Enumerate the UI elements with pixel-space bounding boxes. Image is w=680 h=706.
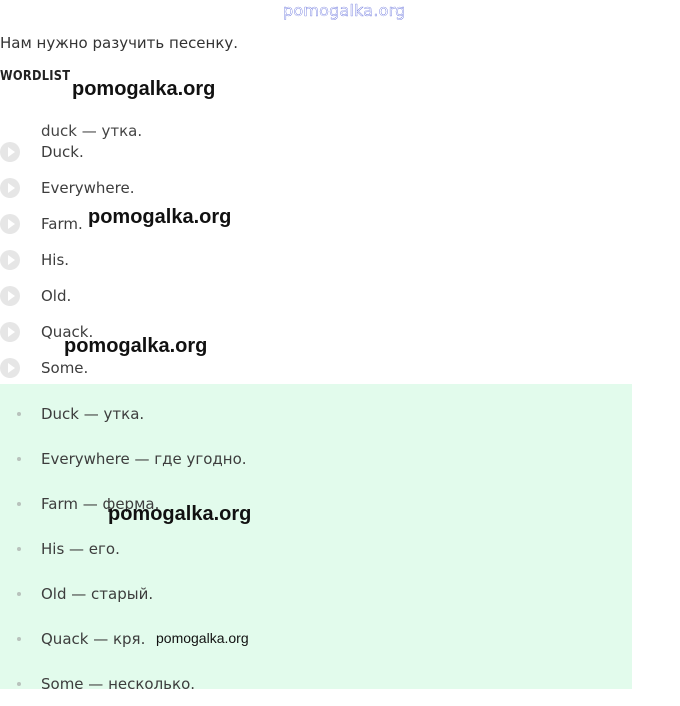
clipped-word-line: duck — утка.	[41, 122, 143, 140]
audio-word-label: Quack.	[41, 323, 94, 341]
watermark-overlay: pomogalka.org	[64, 335, 208, 357]
play-icon[interactable]	[0, 250, 20, 270]
bullet-dot-icon	[17, 502, 21, 506]
bullet-dot-icon	[17, 547, 21, 551]
translation-text: Quack — кря.	[41, 629, 146, 648]
audio-word-label: Old.	[41, 287, 72, 305]
translation-item	[0, 391, 247, 436]
audio-word-label: Duck.	[41, 143, 84, 161]
audio-word-item	[0, 242, 134, 278]
bullet-dot-icon	[17, 637, 21, 641]
translation-panel	[0, 384, 632, 693]
translation-text: His — его.	[41, 539, 120, 558]
intro-text: Нам нужно разучить песенку.	[0, 34, 239, 52]
audio-word-label: Some.	[41, 359, 89, 377]
watermark-overlay: pomogalka.org	[72, 78, 216, 100]
translation-item	[0, 436, 247, 481]
translation-text: Some — несколько.	[41, 674, 196, 693]
play-icon[interactable]	[0, 214, 20, 234]
translation-item	[0, 571, 247, 616]
translation-text: Old — старый.	[41, 584, 154, 603]
play-icon[interactable]	[0, 178, 20, 198]
audio-word-label: Farm.	[41, 215, 83, 233]
play-icon[interactable]	[0, 142, 20, 162]
play-icon[interactable]	[0, 358, 20, 378]
audio-word-label: His.	[41, 251, 70, 269]
wordlist-heading: WORDLIST	[0, 69, 71, 84]
bullet-dot-icon	[17, 412, 21, 416]
translation-text: Farm — ферма.	[41, 494, 160, 513]
translation-item	[0, 526, 247, 571]
top-watermark: pomogalka.org	[283, 1, 406, 20]
bullet-dot-icon	[17, 682, 21, 686]
bullet-dot-icon	[17, 592, 21, 596]
watermark-overlay: pomogalka.org	[156, 630, 249, 646]
audio-word-label: Everywhere.	[41, 179, 135, 197]
translation-text: Everywhere — где угодно.	[41, 449, 247, 468]
bullet-dot-icon	[17, 457, 21, 461]
watermark-overlay: pomogalka.org	[108, 503, 252, 525]
translation-list	[0, 391, 247, 706]
audio-word-item	[0, 278, 134, 314]
play-icon[interactable]	[0, 286, 20, 306]
translation-item	[0, 661, 247, 706]
translation-text: Duck — утка.	[41, 404, 145, 423]
audio-word-item	[0, 134, 134, 170]
play-icon[interactable]	[0, 322, 20, 342]
watermark-overlay: pomogalka.org	[88, 206, 232, 228]
audio-word-item	[0, 170, 134, 206]
